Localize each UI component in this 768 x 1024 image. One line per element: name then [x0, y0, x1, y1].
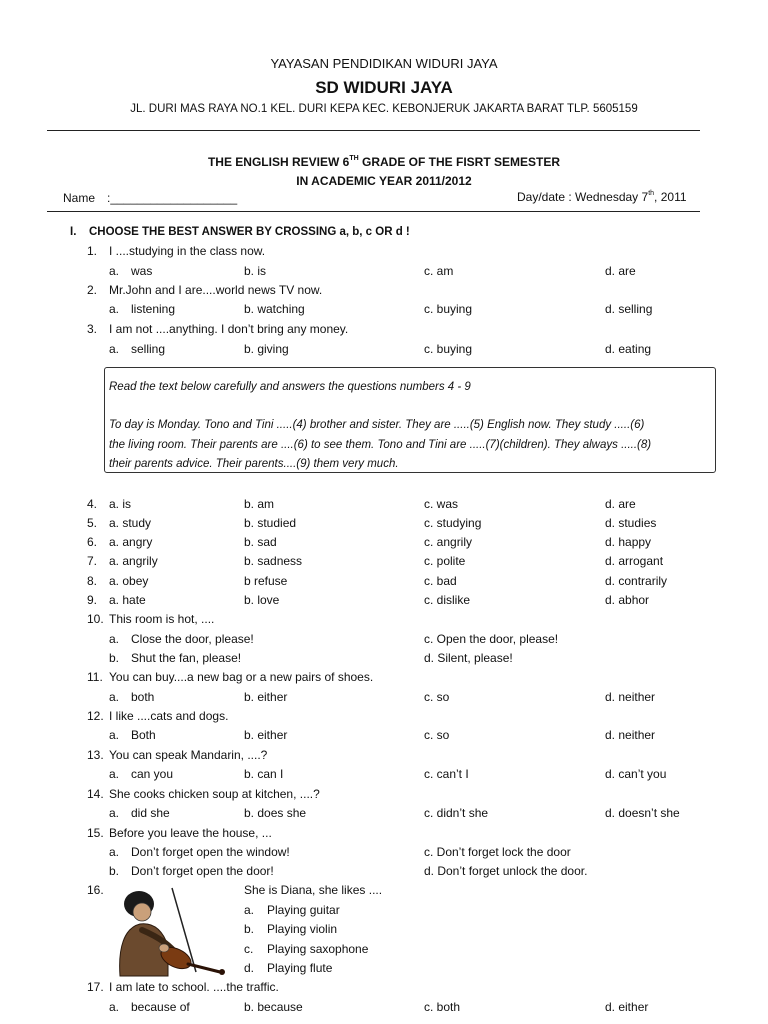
passage-line: their parents advice. Their parents....(9) them very much. — [109, 458, 399, 470]
option-d[interactable]: d. Don’t forget unlock the door. — [424, 864, 588, 878]
question-text: I like ....cats and dogs. — [109, 709, 229, 723]
option-b[interactable]: b. studied — [244, 516, 297, 530]
option-c[interactable]: c. bad — [424, 574, 457, 588]
option-a[interactable]: a. study — [109, 516, 152, 530]
option-a-letter[interactable]: a. — [109, 767, 120, 781]
option-c[interactable]: Playing saxophone — [267, 942, 369, 956]
header-divider — [47, 130, 700, 131]
option-a-letter[interactable]: a. — [109, 264, 120, 278]
option-b[interactable]: b. can I — [244, 767, 284, 781]
option-a[interactable]: can you — [131, 767, 174, 781]
option-c[interactable]: c. can’t I — [424, 767, 469, 781]
option-c[interactable]: c. didn’t she — [424, 806, 489, 820]
question-text: She is Diana, she likes .... — [244, 883, 383, 897]
option-d[interactable]: d. eating — [605, 342, 652, 356]
option-b-letter[interactable]: b. — [109, 864, 120, 878]
option-a[interactable]: was — [131, 264, 153, 278]
name-label: Name — [63, 191, 96, 205]
question-text: Mr.John and I are....world news TV now. — [109, 283, 323, 297]
option-c[interactable]: c. buying — [424, 302, 473, 316]
question-number: 9. — [87, 593, 98, 607]
option-c[interactable]: c. am — [424, 264, 454, 278]
option-a-letter[interactable]: a. — [244, 903, 255, 917]
option-a[interactable]: Don’t forget open the window! — [131, 845, 290, 859]
question-text: This room is hot, .... — [109, 612, 215, 626]
question-text: She cooks chicken soup at kitchen, ....? — [109, 787, 320, 801]
option-a-letter[interactable]: a. — [109, 1000, 120, 1014]
question-number: 17. — [87, 980, 104, 994]
option-b-letter[interactable]: b. — [244, 922, 255, 936]
option-c[interactable]: c. angrily — [424, 535, 473, 549]
option-a[interactable]: a. angrily — [109, 554, 158, 568]
option-c[interactable]: c. dislike — [424, 593, 471, 607]
school-name: SD WIDURI JAYA — [315, 78, 453, 97]
option-d[interactable]: d. can’t you — [605, 767, 667, 781]
option-a[interactable]: Both — [131, 728, 156, 742]
option-b[interactable]: b. either — [244, 690, 288, 704]
question-number: 12. — [87, 709, 104, 723]
option-b[interactable]: b. sad — [244, 535, 277, 549]
section-numeral: I. — [70, 226, 77, 238]
option-b[interactable]: Don’t forget open the door! — [131, 864, 274, 878]
option-c[interactable]: c. Open the door, please! — [424, 632, 559, 646]
option-c[interactable]: c. so — [424, 690, 450, 704]
day-date: Day/date : Wednesday 7th, 2011 — [517, 190, 687, 204]
option-d[interactable]: d. selling — [605, 302, 653, 316]
question-number: 7. — [87, 554, 98, 568]
question-number: 14. — [87, 787, 104, 801]
question-text: You can buy....a new bag or a new pairs of shoes. — [109, 670, 374, 684]
option-d[interactable]: d. are — [605, 264, 636, 278]
name-field[interactable]: :___________________ — [107, 191, 238, 205]
option-d[interactable]: d. are — [605, 497, 636, 511]
option-d[interactable]: d. Silent, please! — [424, 651, 513, 665]
option-a-letter[interactable]: a. — [109, 342, 120, 356]
option-a-letter[interactable]: a. — [109, 690, 120, 704]
option-c[interactable]: c. buying — [424, 342, 473, 356]
passage-line: To day is Monday. Tono and Tini .....(4) brother and sister. They are .....(5) English now. They study .....(6) — [109, 419, 645, 431]
question-text: I am not ....anything. I don’t bring any money. — [109, 322, 349, 336]
option-b[interactable]: Playing violin — [267, 922, 338, 936]
question-number: 8. — [87, 574, 98, 588]
option-b[interactable]: b. love — [244, 593, 280, 607]
option-c[interactable]: c. so — [424, 728, 450, 742]
question-number: 11. — [87, 670, 103, 684]
option-b[interactable]: b refuse — [244, 574, 288, 588]
option-b[interactable]: b. because — [244, 1000, 303, 1014]
option-a-letter[interactable]: a. — [109, 302, 120, 316]
question-number: 10. — [87, 612, 104, 626]
violin-player-illustration — [112, 886, 230, 978]
option-b[interactable]: b. watching — [244, 302, 305, 316]
question-text: I ....studying in the class now. — [109, 244, 266, 258]
option-a[interactable]: because of — [131, 1000, 190, 1014]
academic-year: IN ACADEMIC YEAR 2011/2012 — [296, 174, 472, 188]
option-a[interactable]: a. angry — [109, 535, 153, 549]
section-heading: CHOOSE THE BEST ANSWER BY CROSSING a, b, c OR d ! — [89, 226, 410, 238]
question-text: I am late to school. ....the traffic. — [109, 980, 279, 994]
option-a[interactable]: a. obey — [109, 574, 149, 588]
option-d[interactable]: d. doesn’t she — [605, 806, 680, 820]
option-a[interactable]: did she — [131, 806, 170, 820]
option-a-letter[interactable]: a. — [109, 632, 120, 646]
question-number: 15. — [87, 826, 104, 840]
foundation-name: YAYASAN PENDIDIKAN WIDURI JAYA — [270, 56, 498, 71]
question-number: 16. — [87, 883, 104, 897]
option-a[interactable]: Playing guitar — [267, 903, 340, 917]
option-c[interactable]: c. Don’t forget lock the door — [424, 845, 571, 859]
question-number: 4. — [87, 497, 98, 511]
option-a-letter[interactable]: a. — [109, 845, 120, 859]
option-a-letter[interactable]: a. — [109, 728, 120, 742]
passage-line: the living room. Their parents are ....(6) to see them. Tono and Tini are .....(7)(children). They always .....(8) — [109, 439, 652, 451]
question-text: Before you leave the house, ... — [109, 826, 272, 840]
question-number: 5. — [87, 516, 98, 530]
option-a[interactable]: listening — [131, 302, 176, 316]
option-b[interactable]: b. sadness — [244, 554, 303, 568]
school-address: JL. DURI MAS RAYA NO.1 KEL. DURI KEPA KEC. KEBONJERUK JAKARTA BARAT TLP. 5605159 — [130, 103, 638, 115]
option-a[interactable]: both — [131, 690, 155, 704]
option-d[interactable]: d. studies — [605, 516, 657, 530]
meta-divider — [47, 211, 700, 212]
option-a[interactable]: selling — [131, 342, 166, 356]
option-a[interactable]: Close the door, please! — [131, 632, 254, 646]
option-c-letter[interactable]: c. — [244, 942, 254, 956]
option-b[interactable]: b. am — [244, 497, 275, 511]
option-b[interactable]: Shut the fan, please! — [131, 651, 242, 665]
option-a[interactable]: a. hate — [109, 593, 146, 607]
passage-instruction: Read the text below carefully and answers the questions numbers 4 - 9 — [109, 381, 471, 393]
option-d[interactable]: d. abhor — [605, 593, 650, 607]
question-number: 2. — [87, 283, 98, 297]
question-number: 13. — [87, 748, 104, 762]
question-number: 6. — [87, 535, 98, 549]
option-b[interactable]: b. giving — [244, 342, 289, 356]
option-b[interactable]: b. is — [244, 264, 267, 278]
option-d[interactable]: d. contrarily — [605, 574, 668, 588]
option-d[interactable]: d. neither — [605, 728, 656, 742]
option-b-letter[interactable]: b. — [109, 651, 120, 665]
option-d[interactable]: d. happy — [605, 535, 652, 549]
question-text: You can speak Mandarin, ....? — [109, 748, 268, 762]
option-d[interactable]: d. neither — [605, 690, 656, 704]
option-d[interactable]: Playing flute — [267, 961, 333, 975]
option-a-letter[interactable]: a. — [109, 806, 120, 820]
option-c[interactable]: c. polite — [424, 554, 466, 568]
option-b[interactable]: b. either — [244, 728, 288, 742]
option-a[interactable]: a. is — [109, 497, 132, 511]
option-b[interactable]: b. does she — [244, 806, 307, 820]
option-d-letter[interactable]: d. — [244, 961, 255, 975]
exam-title: THE ENGLISH REVIEW 6TH GRADE OF THE FISRT SEMESTER — [207, 155, 561, 169]
question-number: 3. — [87, 322, 98, 336]
option-c[interactable]: c. was — [424, 497, 459, 511]
option-d[interactable]: d. arrogant — [605, 554, 664, 568]
option-d[interactable]: d. either — [605, 1000, 649, 1014]
option-c[interactable]: c. both — [424, 1000, 461, 1014]
question-number: 1. — [87, 244, 98, 258]
option-c[interactable]: c. studying — [424, 516, 482, 530]
